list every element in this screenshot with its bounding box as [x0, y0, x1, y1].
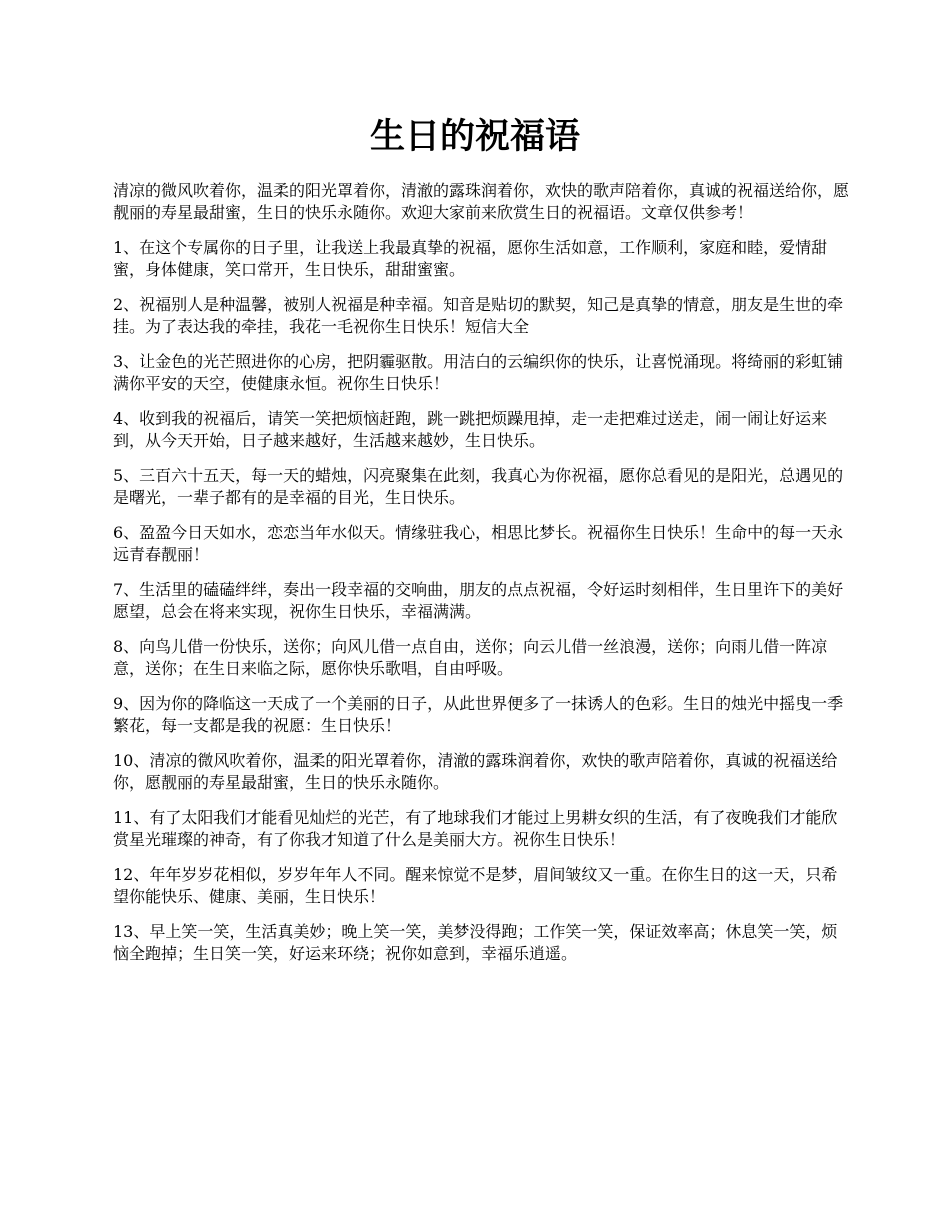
- wish-paragraph-8: 8、向鸟儿借一份快乐，送你；向风儿借一点自由，送你；向云儿借一丝浪漫，送你；向雨儿借一阵凉意，送你；在生日来临之际，愿你快乐歌唱，自由呼吸。: [113, 637, 828, 678]
- wish-paragraph-10: 10、清凉的微风吹着你，温柔的阳光罩着你，清澈的露珠润着你，欢快的歌声陪着你，真诚的祝福送给你，愿靓丽的寿星最甜蜜，生日的快乐永随你。: [113, 751, 838, 792]
- document-body: [113, 180, 853, 978]
- wish-paragraph-2: 2、祝福别人是种温馨，被别人祝福是种幸福。知音是贴切的默契，知己是真挚的情意，朋友是生世的牵挂。为了表达我的牵挂，我花一毛祝你生日快乐！短信大全: [113, 295, 844, 336]
- wish-paragraph-11: 11、有了太阳我们才能看见灿烂的光芒，有了地球我们才能过上男耕女织的生活，有了夜晚我们才能欣赏星光璀璨的神奇，有了你我才知道了什么是美丽大方。祝你生日快乐！: [113, 808, 838, 849]
- document-title: 生日的祝福语: [369, 116, 580, 157]
- wish-paragraph-6: 6、盈盈今日天如水，恋恋当年水似天。情缘驻我心，相思比梦长。祝福你生日快乐！生命中的每一天永远青春靓丽！: [113, 523, 844, 564]
- intro-paragraph: 清凉的微风吹着你，温柔的阳光罩着你，清澈的露珠润着你，欢快的歌声陪着你，真诚的祝福送给你，愿靓丽的寿星最甜蜜，生日的快乐永随你。欢迎大家前来欣赏生日的祝福语。文章仅供参考！: [113, 181, 850, 222]
- wish-paragraph-3: 3、让金色的光芒照进你的心房，把阴霾驱散。用洁白的云编织你的快乐，让喜悦涌现。将绮丽的彩虹铺满你平安的天空，使健康永恒。祝你生日快乐！: [113, 352, 844, 393]
- wish-paragraph-12: 12、年年岁岁花相似，岁岁年年人不同。醒来惊觉不是梦，眉间皱纹又一重。在你生日的这一天，只希望你能快乐、健康、美丽，生日快乐！: [113, 865, 838, 906]
- wish-paragraph-4: 4、收到我的祝福后，请笑一笑把烦恼赶跑，跳一跳把烦躁甩掉，走一走把难过送走，闹一闹让好运来到，从今天开始，日子越来越好，生活越来越妙，生日快乐。: [113, 409, 828, 450]
- wish-paragraph-7: 7、生活里的磕磕绊绊，奏出一段幸福的交响曲，朋友的点点祝福，令好运时刻相伴，生日里许下的美好愿望，总会在将来实现，祝你生日快乐，幸福满满。: [113, 580, 844, 621]
- wish-paragraph-1: 1、在这个专属你的日子里，让我送上我最真挚的祝福，愿你生活如意，工作顺利，家庭和睦，爱情甜蜜，身体健康，笑口常开，生日快乐，甜甜蜜蜜。: [113, 238, 828, 279]
- wish-paragraph-5: 5、三百六十五天，每一天的蜡烛，闪亮聚集在此刻，我真心为你祝福，愿你总看见的是阳光，总遇见的是曙光，一辈子都有的是幸福的目光，生日快乐。: [113, 466, 844, 507]
- wish-paragraph-13: 13、早上笑一笑，生活真美妙；晚上笑一笑，美梦没得跑；工作笑一笑，保证效率高；休息笑一笑，烦恼全跑掉；生日笑一笑，好运来环绕；祝你如意到，幸福乐逍遥。: [113, 922, 838, 963]
- wish-paragraph-9: 9、因为你的降临这一天成了一个美丽的日子，从此世界便多了一抹诱人的色彩。生日的烛光中摇曳一季繁花，每一支都是我的祝愿：生日快乐！: [113, 694, 844, 735]
